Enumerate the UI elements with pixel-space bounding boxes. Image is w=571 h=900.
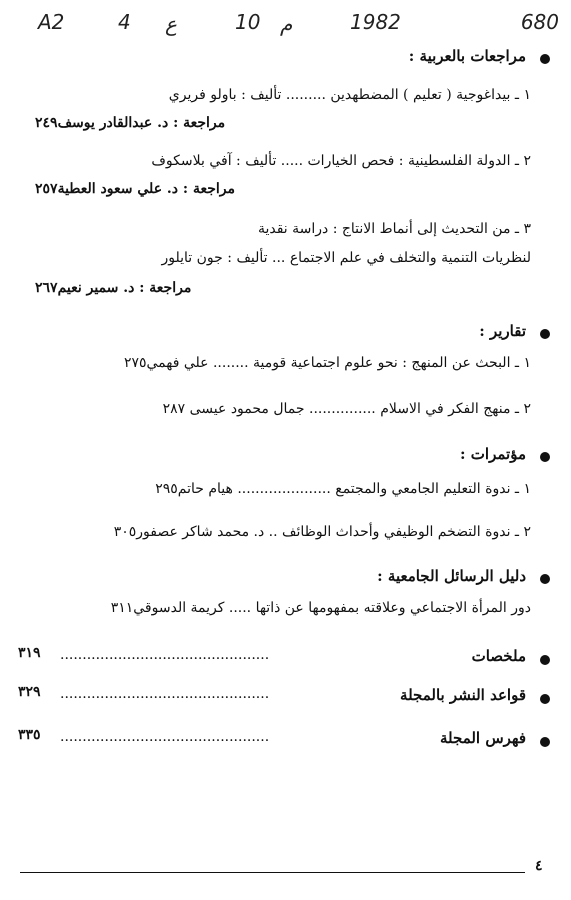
section-title-publishing-rules: قواعد النشر بالمجلة [400,686,526,704]
summaries-leader-dots: ............................................... [60,647,270,663]
handwritten-code: A2 [38,10,65,34]
review-2-reviewer: مراجعة : د. علي سعود العطية٢٥٧ [35,181,235,197]
handwritten-issue: 4 [118,10,131,34]
handwritten-month-letter: م [280,12,293,36]
index-leader-dots: ............................................... [60,729,270,745]
publishing-leader-dots: ............................................... [60,686,270,702]
section-title-conferences: مؤتمرات : [460,445,526,463]
bullet-icon [540,737,550,747]
bullet-icon [540,329,550,339]
thesis-entry: دور المرأة الاجتماعي وعلاقته بمفهومها عن ذاتها ..... كريمة الدسوقي٣١١ [110,600,531,616]
review-3-reviewer: مراجعة : د. سمير نعيم٢٦٧ [35,280,192,296]
index-page-number: ٣٣٥ [18,727,41,743]
handwritten-number-680: 680 [520,10,559,34]
publishing-page-number: ٣٢٩ [18,684,41,700]
conference-1: ١ ـ ندوة التعليم الجامعي والمجتمع ..................... هيام حاتم٢٩٥ [155,481,531,497]
section-title-summaries: ملخصات [471,647,526,665]
section-title-theses: دليل الرسائل الجامعية : [377,567,526,585]
handwritten-month: 10 [235,10,261,34]
section-title-reports: تقارير : [479,322,526,340]
footer-rule [20,872,525,873]
bullet-icon [540,694,550,704]
review-1-title: ١ ـ بيداغوجية ( تعليم ) المضطهدين ......... تأليف : باولو فريري [168,87,531,103]
report-1: ١ ـ البحث عن المنهج : نحو علوم اجتماعية قومية ........ علي فهمي٢٧٥ [123,355,531,371]
handwritten-issue-letter: ع [165,12,177,36]
bullet-icon [540,655,550,665]
conference-2: ٢ ـ ندوة التضخم الوظيفي وأحداث الوظائف .. د. محمد شاكر عصفور٣٠٥ [113,524,531,540]
handwritten-year: 1982 [350,10,401,34]
report-2: ٢ ـ منهج الفكر في الاسلام ............... جمال محمود عيسى ٢٨٧ [162,401,531,417]
review-3-title: ٣ ـ من التحديث إلى أنماط الانتاج : دراسة نقدية [257,221,531,237]
review-2-title: ٢ ـ الدولة الفلسطينية : فحص الخيارات ..... تأليف : آفي بلاسكوف [151,153,531,169]
bullet-icon [540,574,550,584]
footer-page-number: ٤ [535,858,543,874]
summaries-page-number: ٣١٩ [18,645,41,661]
section-title-index: فهرس المجلة [440,729,526,747]
review-3-subtitle: لنظريات التنمية والتخلف في علم الاجتماع ... تأليف : جون تايلور [161,250,531,266]
bullet-icon [540,452,550,462]
bullet-icon [540,54,550,64]
section-title-reviews: مراجعات بالعربية : [408,47,526,65]
review-1-reviewer: مراجعة : د. عبدالقادر يوسف٢٤٩ [35,115,226,131]
